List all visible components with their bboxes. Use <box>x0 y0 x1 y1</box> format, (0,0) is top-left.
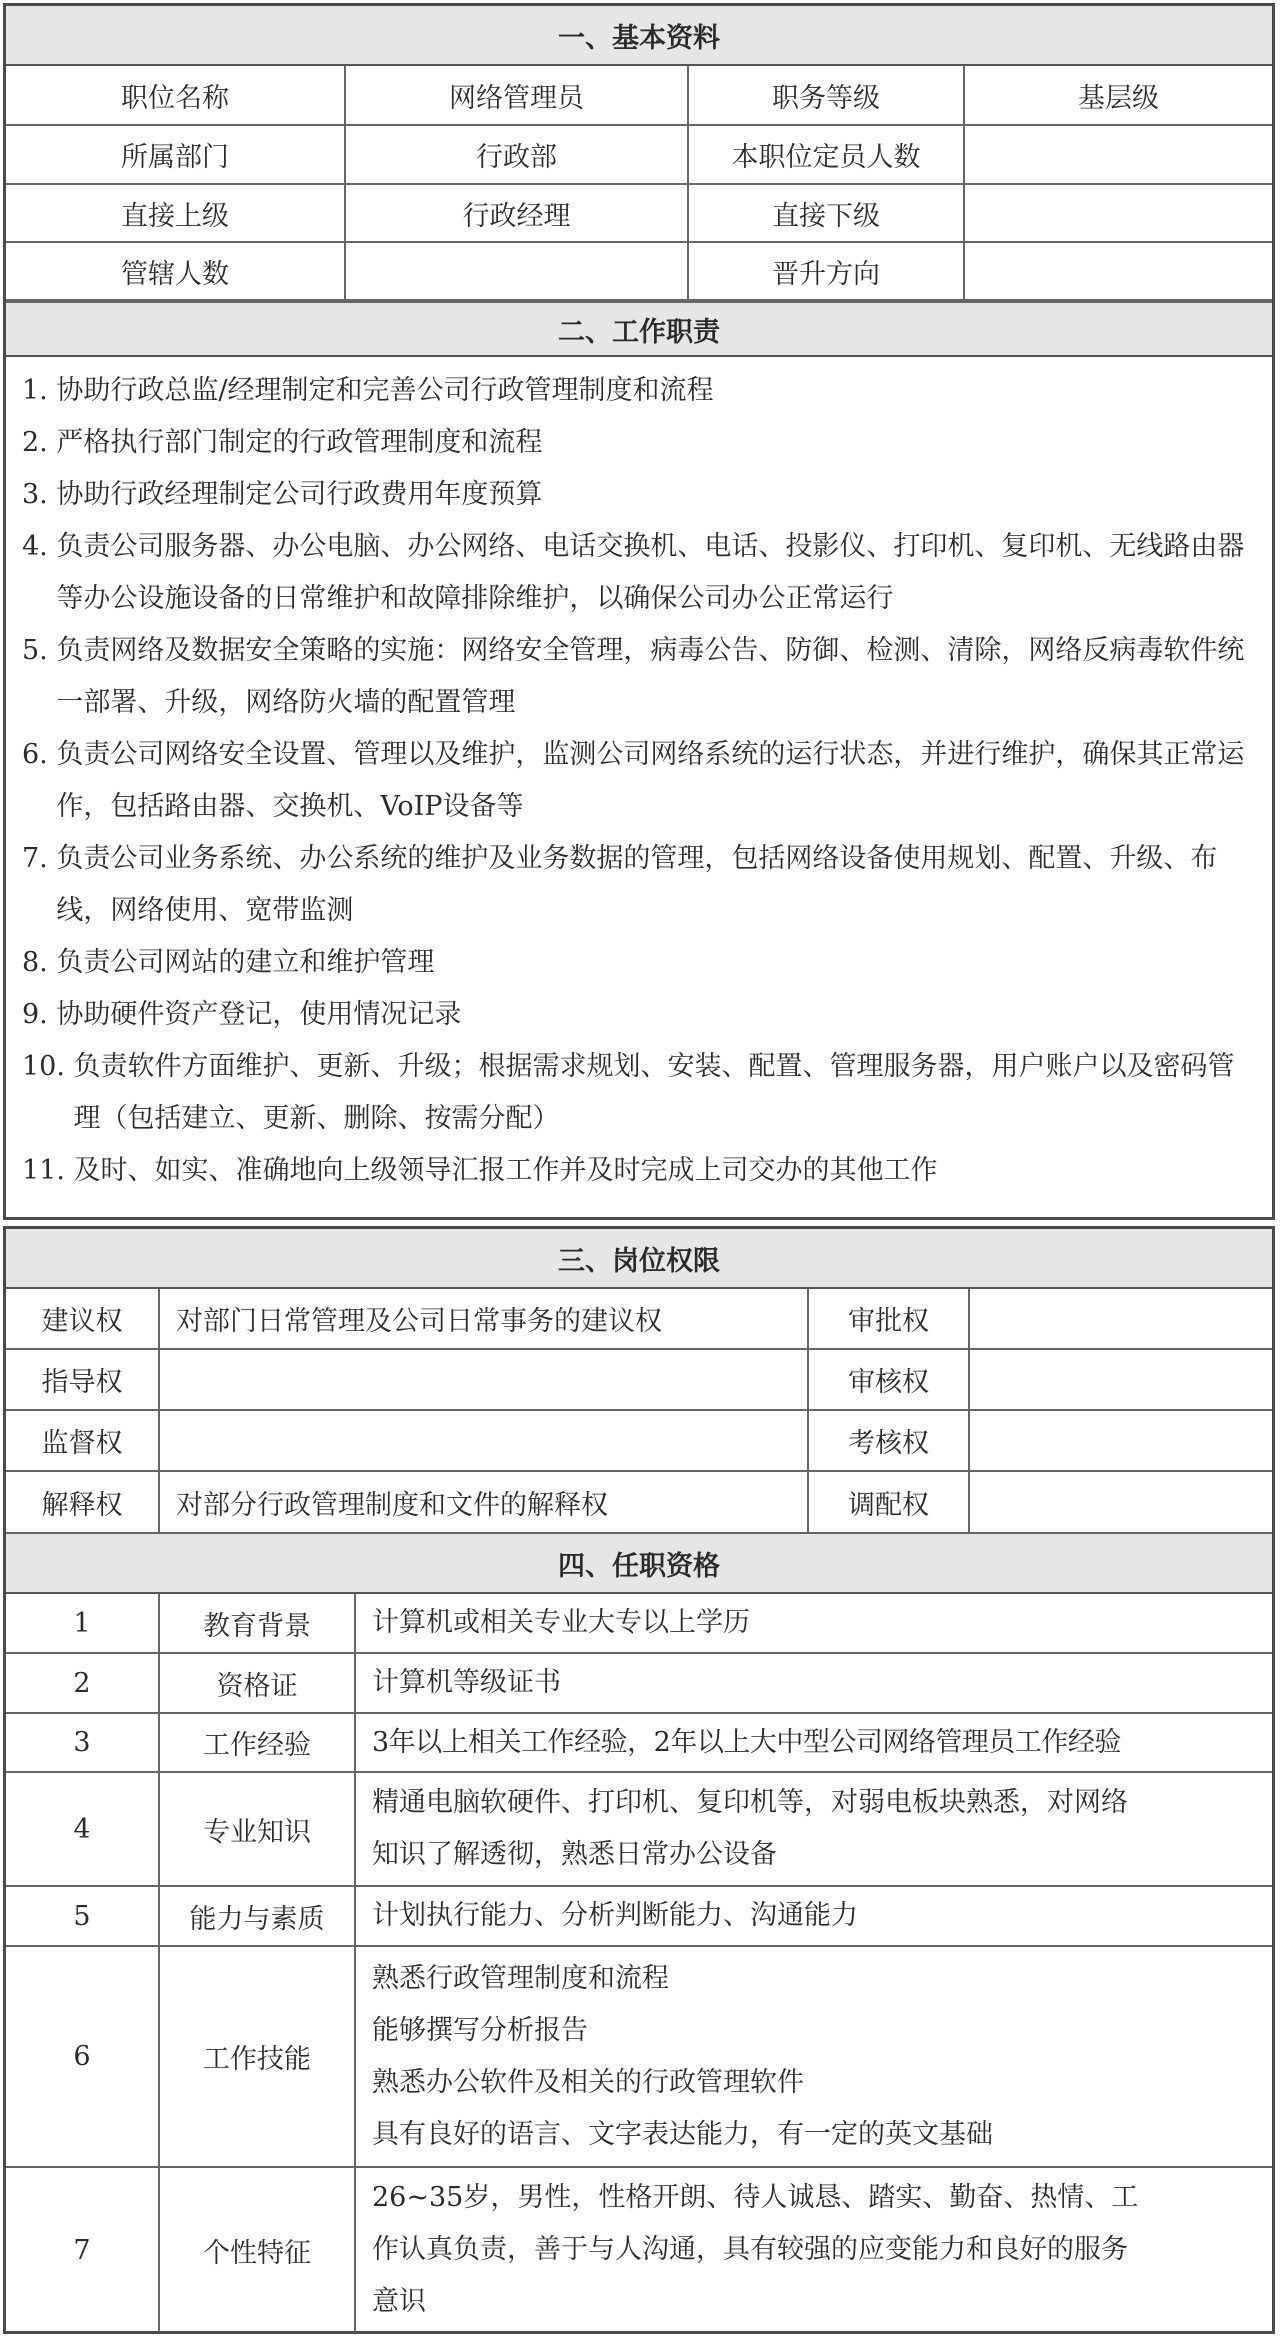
section-1-header: 一、基本资料 <box>6 6 1272 66</box>
duty-item <box>22 625 1256 729</box>
table-row <box>6 1472 1272 1534</box>
authority-desc <box>970 1472 1272 1532</box>
qualification-item: 教育背景 <box>160 1594 356 1652</box>
detail-line: 知识了解透彻，熟悉日常办公设备 <box>372 1839 777 1870</box>
detail-line: 精通电脑软硬件、打印机、复印机等，对弱电板块熟悉，对网络 <box>372 1787 1128 1818</box>
table-row <box>6 1654 1272 1714</box>
duty-number: 4. <box>22 531 57 562</box>
table-row <box>6 1947 1272 2168</box>
table-row <box>6 185 1272 243</box>
row-number: 5 <box>6 1887 160 1945</box>
authority-desc: 对部分行政管理制度和文件的解释权 <box>160 1472 809 1532</box>
value-cell <box>965 243 1272 299</box>
detail-line: 熟悉办公软件及相关的行政管理软件 <box>372 2066 804 2098</box>
duty-text: 负责网络及数据安全策略的实施：网络安全管理，病毒公告、防御、检测、清除，网络反病毒软件统一部署、升级，网络防火墙的配置管理 <box>56 635 1245 718</box>
duty-number: 10. <box>22 1051 74 1082</box>
table-row <box>6 126 1272 185</box>
label-cell: 职务等级 <box>689 66 965 124</box>
duty-text: 负责公司业务系统、办公系统的维护及业务数据的管理，包括网络设备使用规划、配置、升级、布线，网络使用、宽带监测 <box>56 843 1218 926</box>
duty-text: 负责公司网络安全设置、管理以及维护，监测公司网络系统的运行状态，并进行维护，确保其正常运作，包括路由器、交换机、VoIP设备等 <box>56 739 1245 822</box>
authority-label: 审批权 <box>809 1289 970 1348</box>
duty-number: 3. <box>22 479 57 510</box>
duty-number: 5. <box>22 635 57 666</box>
duty-item <box>22 833 1256 937</box>
duty-item <box>22 1145 1256 1197</box>
value-cell <box>965 185 1272 241</box>
duty-number: 7. <box>22 843 57 874</box>
table-row <box>6 243 1272 301</box>
basic-info-and-duties-table <box>3 3 1275 1220</box>
duties-list <box>6 357 1272 1197</box>
row-number: 4 <box>6 1773 160 1885</box>
qualification-detail <box>356 1594 1272 1652</box>
row-number: 7 <box>6 2168 160 2332</box>
row-number: 3 <box>6 1714 160 1771</box>
authority-and-qualification-table <box>3 1226 1275 2334</box>
table-row <box>6 1289 1272 1350</box>
authority-desc <box>970 1289 1272 1348</box>
authority-label: 审核权 <box>809 1350 970 1409</box>
qualification-detail <box>356 1947 1272 2166</box>
duty-item <box>22 365 1256 417</box>
detail-line: 计算机等级证书 <box>372 1667 561 1698</box>
duty-text: 负责软件方面维护、更新、升级；根据需求规划、安装、配置、管理服务器，用户账户以及密码管理（包括建立、更新、删除、按需分配） <box>73 1051 1235 1134</box>
authority-desc <box>970 1350 1272 1409</box>
section-3-header: 三、岗位权限 <box>6 1229 1272 1289</box>
duty-item <box>22 417 1256 469</box>
value-cell: 网络管理员 <box>346 66 689 124</box>
duty-item <box>22 469 1256 521</box>
value-cell <box>346 243 689 299</box>
row-number: 1 <box>6 1594 160 1652</box>
duty-text: 负责公司服务器、办公电脑、办公网络、电话交换机、电话、投影仪、打印机、复印机、无线路由器等办公设施设备的日常维护和故障排除维护，以确保公司办公正常运行 <box>56 531 1245 614</box>
detail-line: 26~35岁，男性，性格开朗、待人诚恳、踏实、勤奋、热情、工 <box>372 2182 1139 2213</box>
duty-item <box>22 1041 1256 1145</box>
label-cell: 职位名称 <box>6 66 346 124</box>
detail-line: 计算机或相关专业大专以上学历 <box>372 1607 750 1638</box>
label-cell: 管辖人数 <box>6 243 346 299</box>
detail-line: 能够撰写分析报告 <box>372 2014 588 2046</box>
value-cell: 基层级 <box>1078 82 1159 114</box>
authority-desc <box>160 1411 809 1470</box>
value-cell: 行政经理 <box>346 185 689 241</box>
duty-text: 协助行政经理制定公司行政费用年度预算 <box>56 479 543 510</box>
section-2-header: 二、工作职责 <box>6 301 1272 357</box>
authority-label: 指导权 <box>6 1350 160 1409</box>
table-row <box>6 66 1272 126</box>
qualification-item: 工作技能 <box>160 1947 356 2166</box>
value-cell: 行政部 <box>346 126 689 183</box>
detail-line: 意识 <box>372 2286 426 2317</box>
qualification-detail <box>356 1654 1272 1712</box>
table-row <box>6 1350 1272 1411</box>
duty-text: 负责公司网站的建立和维护管理 <box>56 947 435 978</box>
section-4-header: 四、任职资格 <box>6 1534 1272 1594</box>
authority-label: 调配权 <box>809 1472 970 1532</box>
row-number: 6 <box>6 1947 160 2166</box>
qualification-item: 能力与素质 <box>160 1887 356 1945</box>
label-cell: 直接下级 <box>689 185 965 241</box>
qualification-item: 资格证 <box>160 1654 356 1712</box>
table-row <box>6 1714 1272 1773</box>
label-cell: 晋升方向 <box>689 243 965 299</box>
table-row <box>6 1594 1272 1654</box>
qualification-item: 专业知识 <box>160 1773 356 1885</box>
authority-label: 建议权 <box>6 1289 160 1348</box>
duty-number: 9. <box>22 999 57 1030</box>
authority-label: 考核权 <box>809 1411 970 1470</box>
duty-text: 严格执行部门制定的行政管理制度和流程 <box>56 427 543 458</box>
authority-desc <box>160 1350 809 1409</box>
authority-label: 解释权 <box>6 1472 160 1532</box>
authority-desc <box>970 1411 1272 1470</box>
qualification-item: 工作经验 <box>160 1714 356 1771</box>
qualification-detail <box>356 2168 1272 2332</box>
duty-text: 协助行政总监/经理制定和完善公司行政管理制度和流程 <box>56 375 714 406</box>
duty-item <box>22 729 1256 833</box>
qualification-detail <box>356 1714 1272 1771</box>
value-cell <box>965 126 1272 183</box>
detail-line: 具有良好的语言、文字表达能力，有一定的英文基础 <box>372 2118 993 2150</box>
authority-label: 监督权 <box>6 1411 160 1470</box>
authority-desc: 对部门日常管理及公司日常事务的建议权 <box>160 1289 809 1348</box>
label-cell: 所属部门 <box>6 126 346 183</box>
duty-item <box>22 521 1256 625</box>
qualification-item: 个性特征 <box>160 2168 356 2332</box>
duty-item <box>22 937 1256 989</box>
duty-number: 11. <box>22 1155 74 1186</box>
duty-number: 6. <box>22 739 57 770</box>
detail-line: 熟悉行政管理制度和流程 <box>372 1962 669 1994</box>
duty-text: 及时、如实、准确地向上级领导汇报工作并及时完成上司交办的其他工作 <box>73 1155 938 1186</box>
table-row <box>6 1411 1272 1472</box>
label-cell: 直接上级 <box>6 185 346 241</box>
table-row <box>6 2168 1272 2332</box>
detail-line: 3年以上相关工作经验，2年以上大中型公司网络管理员工作经验 <box>372 1726 1121 1758</box>
qualification-detail <box>356 1887 1272 1945</box>
duty-number: 2. <box>22 427 57 458</box>
table-row <box>6 1887 1272 1947</box>
duty-number: 8. <box>22 947 57 978</box>
row-number: 2 <box>6 1654 160 1712</box>
duty-text: 协助硬件资产登记，使用情况记录 <box>56 999 462 1030</box>
table-row <box>6 1773 1272 1887</box>
qualification-detail <box>356 1773 1272 1885</box>
detail-line: 计划执行能力、分析判断能力、沟通能力 <box>372 1900 858 1931</box>
duty-item <box>22 989 1256 1041</box>
duty-number: 1. <box>22 375 57 406</box>
label-cell: 本职位定员人数 <box>689 126 965 183</box>
detail-line: 作认真负责，善于与人沟通，具有较强的应变能力和良好的服务 <box>372 2234 1128 2265</box>
